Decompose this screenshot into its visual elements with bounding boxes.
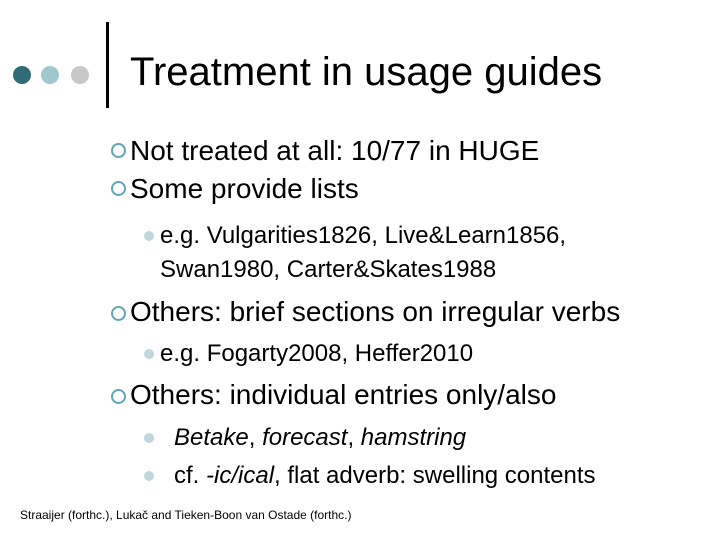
bullet-text: Not treated at all: 10/77 in HUGE — [130, 135, 540, 166]
bullet-text: Some provide lists — [130, 173, 359, 204]
header-dot-dark — [13, 66, 31, 84]
sub-bullet-icon — [144, 349, 154, 359]
sub-bullet-text: e.g. Vulgarities1826, Live&Learn1856, — [160, 222, 567, 249]
cf-prefix: cf. — [174, 462, 207, 489]
sub-bullet-cf — [174, 464, 596, 488]
header-divider — [106, 22, 109, 108]
sub-bullet-icon — [144, 471, 154, 481]
sub-bullet-text: e.g. Fogarty2008, Heffer2010 — [160, 340, 474, 367]
header-dot-mid — [41, 66, 59, 84]
suffix-term: -ic/ical — [206, 462, 275, 489]
bullet-icon — [111, 306, 126, 321]
example-word: Betake — [174, 424, 249, 451]
cf-rest: , flat adverb: swelling contents — [274, 462, 596, 489]
bullet-icon — [111, 143, 126, 158]
header-dot-light — [71, 66, 89, 84]
bullet-text: Others: brief sections on irregular verbs — [130, 296, 621, 327]
sub-bullet-text-continued: Swan1980, Carter&Skates1988 — [160, 256, 497, 283]
slide-footer: Straaijer (forthc.), Lukač and Tieken-Boon van Ostade (forthc.) — [20, 508, 352, 522]
separator: , — [248, 424, 263, 451]
bullet-text: Others: individual entries only/also — [130, 379, 557, 410]
sub-bullet-icon — [144, 433, 154, 443]
bullet-icon — [111, 181, 126, 196]
slide-title: Treatment in usage guides — [130, 50, 603, 94]
example-word: hamstring — [360, 424, 467, 451]
example-word: forecast — [262, 424, 348, 451]
bullet-icon — [111, 389, 126, 404]
sub-bullet-examples — [174, 426, 466, 450]
separator: , — [347, 424, 361, 451]
sub-bullet-icon — [144, 231, 154, 241]
